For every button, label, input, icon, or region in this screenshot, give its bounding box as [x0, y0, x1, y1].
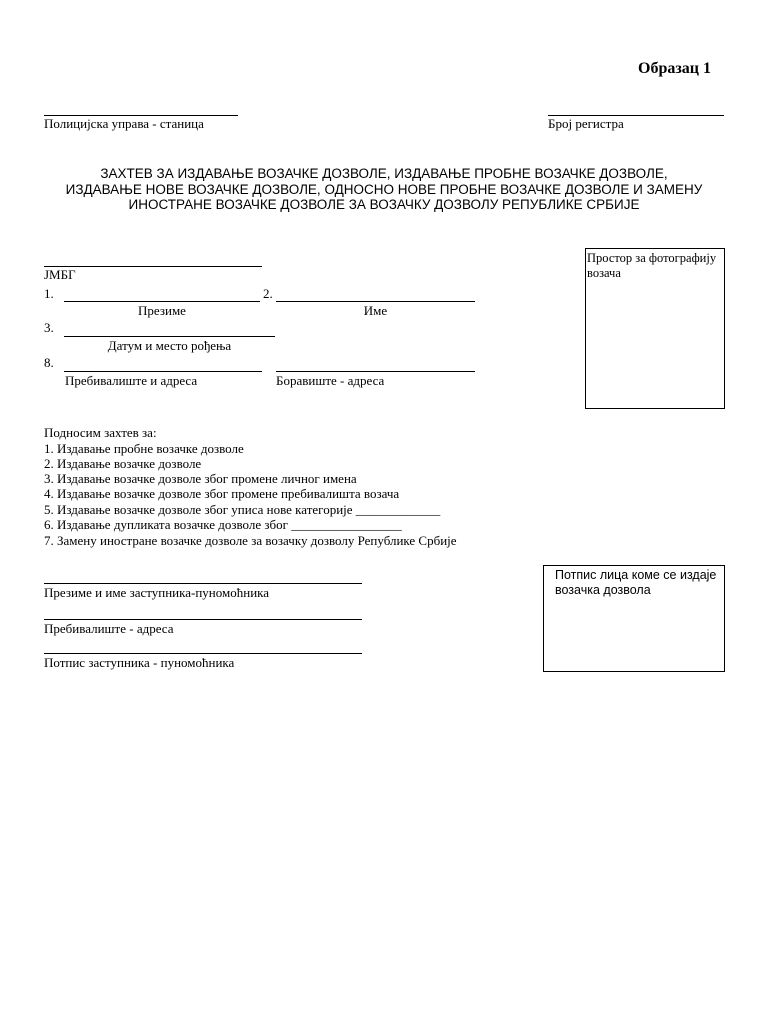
surname-line[interactable] [64, 301, 260, 302]
representative-address-line[interactable] [44, 619, 362, 620]
request-item-3: 3. Издавање возачке дозволе због промене личног имена [44, 471, 357, 486]
representative-address-label: Пребивалиште - адреса [44, 621, 174, 636]
jmbg-line[interactable] [44, 266, 262, 267]
applicant-signature-label: Потпис лица коме се издаје возачка дозвола [555, 568, 717, 597]
request-item-1: 1. Издавање пробне возачке дозволе [44, 441, 244, 456]
field-number-3: 3. [44, 320, 54, 335]
request-item-4: 4. Издавање возачке дозволе због промене пребивалишта возача [44, 486, 400, 501]
form-number: Образац 1 [638, 60, 711, 77]
surname-label: Презиме [138, 303, 186, 318]
representative-name-line[interactable] [44, 583, 362, 584]
residence-label: Пребивалиште и адреса [65, 373, 198, 388]
request-item-7: 7. Замену иностране возачке дозволе за возачку дозволу Републике Србије [44, 533, 457, 548]
request-intro: Подносим захтев за: [44, 425, 157, 440]
field-number-2: 2. [263, 286, 273, 301]
title-line-3: ИНОСТРАНЕ ВОЗАЧКЕ ДОЗВОЛЕ ЗА ВОЗАЧКУ ДОЗВОЛУ РЕПУБЛИКЕ СРБИЈЕ [128, 197, 640, 212]
applicant-signature-box[interactable] [543, 565, 725, 672]
photo-box [585, 248, 725, 409]
name-label: Име [363, 303, 388, 318]
register-number-label: Број регистра [548, 116, 624, 131]
birth-line[interactable] [64, 336, 275, 337]
stay-label: Боравиште - адреса [276, 373, 385, 388]
representative-signature-label: Потпис заступника - пуномоћника [44, 655, 235, 670]
representative-name-label: Презиме и име заступника-пуномоћника [44, 585, 270, 600]
field-number-1: 1. [44, 286, 54, 301]
photo-box-label: Простор за фотографију возача [587, 251, 717, 280]
police-station-label: Полицијска управа - станица [44, 116, 204, 131]
name-line[interactable] [276, 301, 475, 302]
jmbg-label: ЈМБГ [44, 267, 76, 282]
request-item-6: 6. Издавање дупликата возачке дозволе због _________________ [44, 517, 402, 532]
document-title [40, 166, 728, 213]
field-number-8: 8. [44, 355, 54, 370]
representative-signature-line[interactable] [44, 653, 362, 654]
title-line-1: ЗАХТЕВ ЗА ИЗДАВАЊЕ ВОЗАЧКЕ ДОЗВОЛЕ, ИЗДАВАЊЕ ПРОБНЕ ВОЗАЧКЕ ДОЗВОЛЕ, [100, 166, 668, 181]
stay-line[interactable] [276, 371, 475, 372]
title-line-2: ИЗДАВАЊЕ НОВЕ ВОЗАЧКЕ ДОЗВОЛЕ, ОДНОСНО НОВЕ ПРОБНЕ ВОЗАЧКЕ ДОЗВОЛЕ И ЗАМЕНУ [65, 181, 703, 197]
request-item-5: 5. Издавање возачке дозволе због уписа нове категорије _____________ [44, 502, 441, 517]
birth-label: Датум и место рођења [107, 338, 232, 353]
request-item-2: 2. Издавање возачке дозволе [44, 456, 202, 471]
residence-line[interactable] [64, 371, 262, 372]
